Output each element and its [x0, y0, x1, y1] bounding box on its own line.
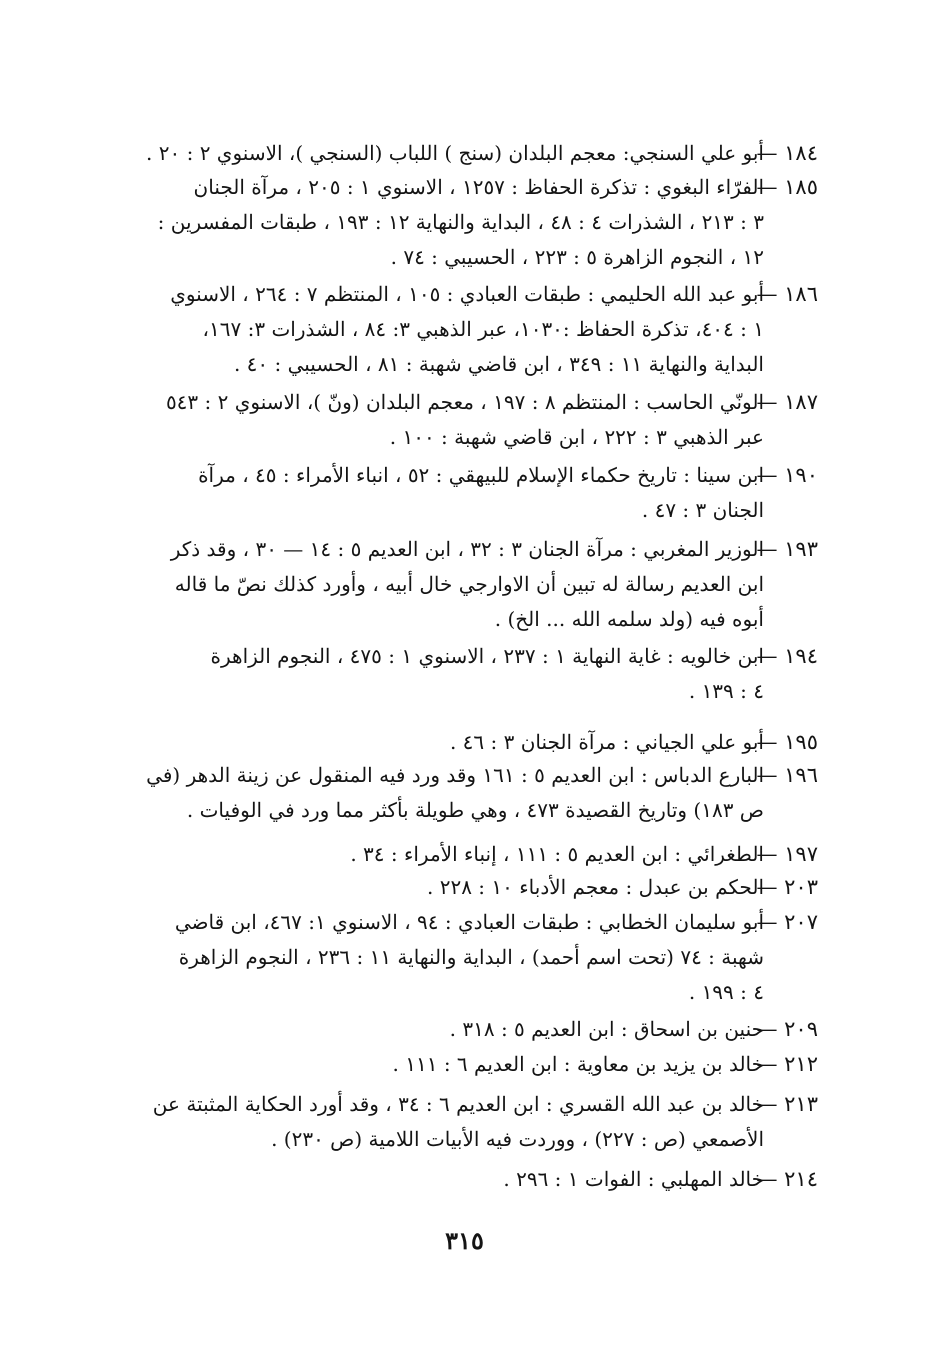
- entry-number: ١٩٥ —: [756, 730, 818, 754]
- entry-text-line: البداية والنهاية ١١ : ٣٤٩ ، ابن قاضي شهبة : ٨١ ، الحسيبي : ٤٠ .: [233, 352, 764, 376]
- entry-text-line: الونّي الحاسب : المنتظم ٨ : ١٩٧ ، معجم البلدان (ونّ )، الاسنوي ٢ : ٥٤٣: [165, 390, 764, 414]
- entry-text-line: الحكم بن عبدل : معجم الأدباء ١٠ : ٢٢٨ .: [427, 875, 764, 899]
- entry-number: ٢٠٧ —: [756, 910, 818, 934]
- entry-number: ٢١٤ —: [756, 1167, 818, 1191]
- entry-text-line: الفرّاء البغوي : تذكرة الحفاظ : ١٢٥٧ ، الاسنوي ١ : ٢٠٥ ، مرآة الجنان: [193, 175, 764, 199]
- entry-text-line: ص ١٨٣) وتاريخ القصيدة ٤٧٣ ، وهي طويلة بأكثر مما ورد في الوفيات .: [186, 798, 764, 822]
- entry-text-line: ٤ : ١٣٩ .: [688, 679, 764, 703]
- entry-text-line: ١ : ٤٠٤، تذكرة الحفاظ :١٠٣٠، عبر الذهبي ٣: ٨٤ ، الشذرات ٣: ١٦٧،: [202, 317, 764, 341]
- entry-text-line: الوزير المغربي : مرآة الجنان ٣ : ٣٢ ، ابن العديم ٥ : ١٤ — ٣٠ ، وقد ذكر: [170, 537, 764, 561]
- entry-number: ٢٠٣ —: [756, 875, 818, 899]
- entry-text-line: شهبة : ٧٤ (تحت اسم أحمد) ، البداية والنهاية ١١ : ٢٣٦ ، النجوم الزاهرة: [178, 945, 764, 969]
- entry-text-line: ابن خالويه : غاية النهاية ١ : ٢٣٧ ، الاسنوي ١ : ٤٧٥ ، النجوم الزاهرة: [210, 644, 764, 668]
- entry-number: ١٨٦ —: [756, 282, 818, 306]
- entry-text-line: الطغرائي : ابن العديم ٥ : ١١١ ، إنباء الأمراء : ٣٤ .: [350, 842, 764, 866]
- entry-text-line: خالد المهلبي : الفوات ١ : ٢٩٦ .: [503, 1167, 764, 1191]
- entry-text-line: خالد بن عبد الله القسري : ابن العديم ٦ : ٣٤ ، وقد أورد الحكاية المثبتة عن: [152, 1092, 764, 1116]
- entry-text-line: البارع الدباس : ابن العديم ٥ : ١٦١ وقد ورد فيه المنقول عن زينة الدهر (في: [146, 763, 764, 787]
- entry-text-line: عبر الذهبي ٣ : ٢٢٢ ، ابن قاضي شهبة : ١٠٠ .: [389, 425, 764, 449]
- entry-number: ٢١٢ —: [756, 1052, 818, 1076]
- entry-text-line: أبوه فيه (ولد سلمه الله ... الخ) .: [494, 607, 764, 631]
- entry-number: ١٨٤ —: [756, 141, 818, 165]
- entry-text-line: ابن العديم رسالة له تبين أن الاوارجي خال أبيه ، وأورد كذلك نصّ ما قاله: [174, 572, 764, 596]
- entry-text-line: الأصمعي (ص : ٢٢٧) ، ووردت فيه الأبيات اللامية (ص ٢٣٠) .: [271, 1127, 764, 1151]
- entry-text-line: ١٢ ، النجوم الزاهرة ٥ : ٢٢٣ ، الحسيبي : ٧٤ .: [390, 245, 764, 269]
- entry-text-line: ٤ : ١٩٩ .: [688, 980, 764, 1004]
- entry-text-line: أبو عبد الله الحليمي : طبقات العبادي : ١٠٥ ، المنتظم ٧ : ٢٦٤ ، الاسنوي: [170, 282, 764, 306]
- entry-number: ١٩٦ —: [756, 763, 818, 787]
- entry-number: ١٩٤ —: [756, 644, 818, 668]
- entry-text-line: خالد بن يزيد بن معاوية : ابن العديم ٦ : ١١١ .: [392, 1052, 764, 1076]
- entry-number: ١٩٠ —: [756, 463, 818, 487]
- entry-text-line: الجنان ٣ : ٤٧ .: [641, 498, 764, 522]
- entry-number: ١٩٣ —: [756, 537, 818, 561]
- entry-number: ١٩٧ —: [756, 842, 818, 866]
- entry-number: ١٨٧ —: [756, 390, 818, 414]
- entry-number: ١٨٥ —: [756, 175, 818, 199]
- entry-number: ٢٠٩ —: [756, 1017, 818, 1041]
- entry-number: ٢١٣ —: [756, 1092, 818, 1116]
- entry-text-line: أبو علي الجياني : مرآة الجنان ٣ : ٤٦ .: [449, 730, 764, 754]
- entry-text-line: حنين بن اسحاق : ابن العديم ٥ : ٣١٨ .: [449, 1017, 764, 1041]
- entry-text-line: ابن سينا : تاريخ حكماء الإسلام للبيهقي : ٥٢ ، انباء الأمراء : ٤٥ ، مرآة: [198, 463, 764, 487]
- entry-text-line: أبو علي السنجي: معجم البلدان (سنج ) اللباب (السنجي )، الاسنوي ٢ : ٢٠ .: [146, 141, 764, 165]
- page-number: ٣١٥: [445, 1226, 484, 1255]
- entry-text-line: ٣ : ٢١٣ ، الشذرات ٤ : ٤٨ ، البداية والنهاية ١٢ : ١٩٣ ، طبقات المفسرين :: [157, 210, 764, 234]
- entry-text-line: أبو سليمان الخطابي : طبقات العبادي : ٩٤ ، الاسنوي ١: ٤٦٧، ابن قاضي: [174, 910, 764, 934]
